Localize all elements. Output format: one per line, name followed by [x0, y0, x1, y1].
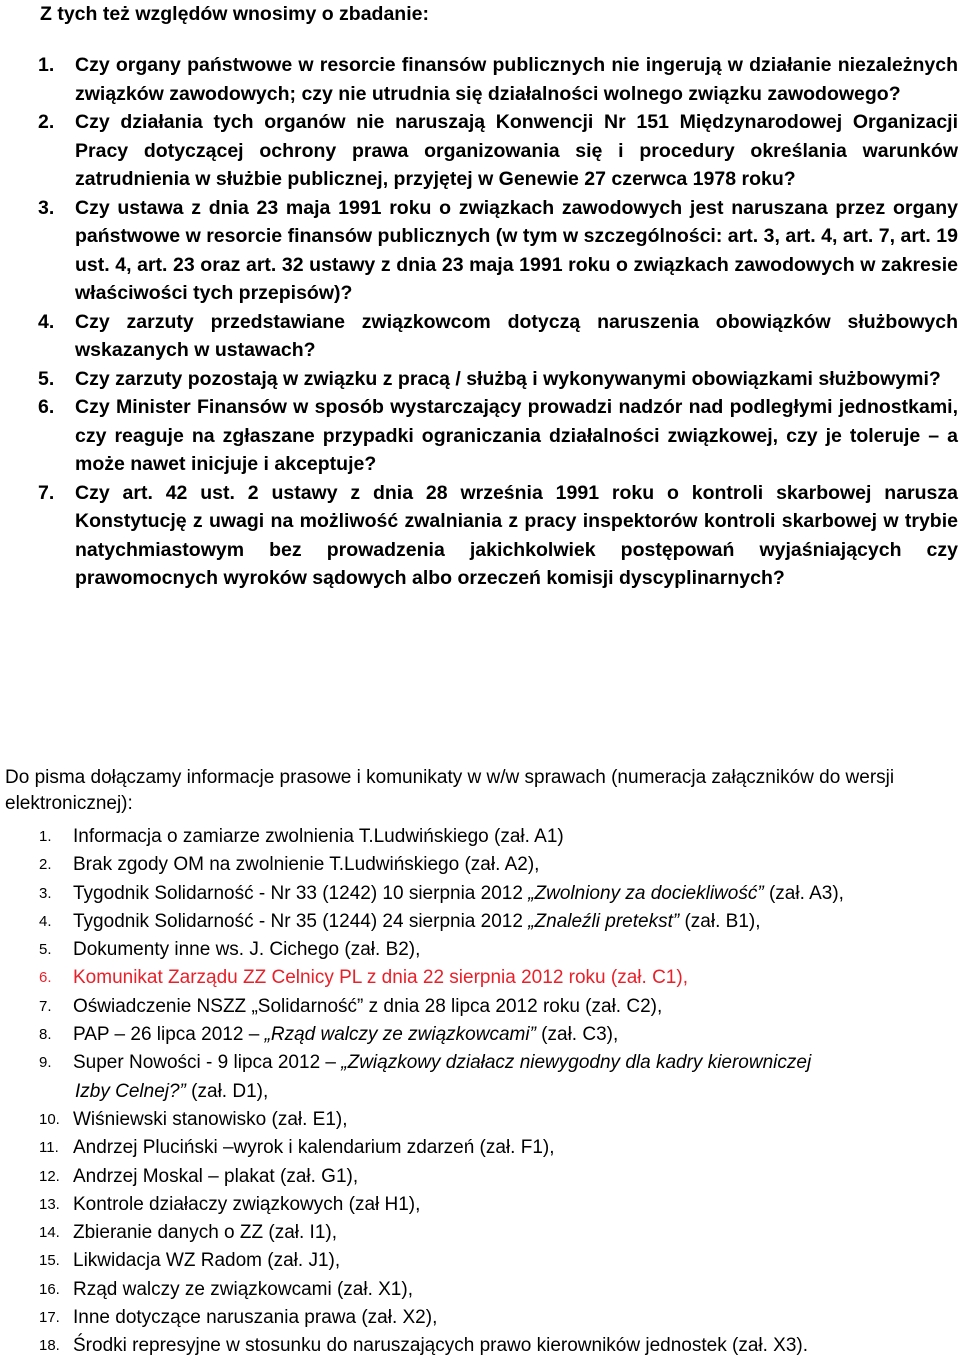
attachment-item [0, 1134, 960, 1162]
question-item [0, 194, 960, 308]
attachment-text: Brak zgody OM na zwolnienie T.Ludwińskiego (zał. A2), [73, 854, 540, 876]
attachment-text: Tygodnik Solidarność - Nr 33 (1242) 10 sierpnia 2012 [73, 882, 529, 904]
attachment-item [0, 823, 960, 851]
attachment-number: 4. [39, 912, 52, 930]
question-item [0, 479, 960, 593]
question-number: 7. [38, 481, 55, 504]
attachment-number: 10. [39, 1110, 60, 1128]
attachment-number: 16. [39, 1280, 60, 1298]
question-number: 1. [38, 54, 55, 76]
question-number: 4. [38, 310, 55, 333]
attachment-number: 7. [39, 997, 52, 1015]
attachment-text: Tygodnik Solidarność - Nr 35 (1244) 24 sierpnia 2012 [73, 910, 529, 932]
question-text: Czy ustawa z dnia 23 maja 1991 roku o związkach zawodowych jest naruszana przez organy państwowe w resorcie finansów publicznych (w tym w szczególności: art. 3, art. 4, art. 7, art. 19 ust. 4, art. 23 oraz art. 32 ustawy z dnia 23 maja 1991 roku o związkach zawodowych w zakresie właściwości tych przepisów)? [75, 196, 958, 304]
attachment-text: Likwidacja WZ Radom (zał. J1), [73, 1250, 341, 1272]
attachment-text: Rząd walczy ze związkowcami (zał. X1), [73, 1278, 413, 1300]
question-number: 3. [38, 196, 55, 219]
attachment-text: Zbieranie danych o ZZ (zał. I1), [73, 1222, 337, 1244]
attachment-ref: (zał. A3), [763, 882, 844, 904]
question-text: Czy Minister Finansów w sposób wystarczający prowadzi nadzór nad podległymi jednostkami, czy reaguje na zgłaszane przypadki ograniczania działalności związkowej, czy je toleruje – a może nawet inicjuje i akceptuje? [75, 396, 958, 475]
attachment-text: Kontrole działaczy związkowych (zał H1), [73, 1193, 421, 1215]
attachment-text: Dokumenty inne ws. J. Cichego (zał. B2), [73, 939, 421, 961]
attachment-number: 2. [39, 856, 52, 874]
intro-heading: Z tych też względów wnosimy o zbadanie: [40, 3, 429, 25]
attachment-number: 15. [39, 1252, 60, 1270]
attachments-intro: Do pisma dołączamy informacje prasowe i komunikaty w w/w sprawach (numeracja załączników do wersji elektronicznej): [5, 767, 895, 814]
question-text: Czy organy państwowe w resorcie finansów publicznych nie ingerują w działanie niezależnych związków zawodowych; czy nie utrudnia się działalności wolnego związku zawodowego? [75, 54, 958, 105]
question-item [0, 51, 960, 108]
attachment-number: 18. [39, 1337, 60, 1355]
attachment-text: Wiśniewski stanowisko (zał. E1), [73, 1108, 348, 1130]
attachment-item [0, 1276, 960, 1304]
attachment-text: PAP – 26 lipca 2012 – [73, 1024, 265, 1046]
attachment-ref: (zał. B1), [679, 910, 761, 932]
question-number: 6. [38, 396, 55, 418]
attachment-article-title: „Zwolniony za dociekliwość” [528, 882, 764, 904]
question-number: 5. [38, 367, 55, 390]
attachment-article-title: „Związkowy działacz niewygodny dla kadry kierowniczej [341, 1052, 812, 1074]
attachment-item [0, 1191, 960, 1219]
attachment-ref: (zał. C3), [535, 1024, 619, 1046]
attachment-text: Oświadczenie NSZZ „Solidarność” z dnia 28 lipca 2012 roku (zał. C2), [73, 995, 663, 1017]
attachment-number: 14. [39, 1224, 60, 1242]
attachment-item [0, 1106, 960, 1134]
attachment-item-highlighted [0, 964, 960, 992]
attachment-article-title-cont: Izby Celnej?” [75, 1080, 186, 1102]
attachment-number: 11. [39, 1139, 59, 1157]
attachments-list [0, 823, 960, 1361]
attachment-item [0, 1332, 960, 1360]
attachment-text: Andrzej Pluciński –wyrok i kalendarium zdarzeń (zał. F1), [73, 1137, 555, 1159]
question-text: Czy art. 42 ust. 2 ustawy z dnia 28 września 1991 roku o kontroli skarbowej narusza Konstytucję z uwagi na możliwość zwalniania z pracy inspektorów kontroli skarbowej w trybie natychmiastowym bez prowadzenia jakichkolwiek postępowań wyjaśniających czy prawomocnych wyroków sądowych albo orzeczeń komisji dyscyplinarnych? [75, 481, 958, 589]
attachment-text: Inne dotyczące naruszania prawa (zał. X2), [73, 1307, 438, 1329]
attachment-item [0, 1304, 960, 1332]
attachment-item [0, 1247, 960, 1275]
attachment-text: Komunikat Zarządu ZZ Celnicy PL z dnia 22 sierpnia 2012 roku (zał. C1), [73, 967, 688, 989]
attachment-item [0, 936, 960, 964]
attachment-number: 6. [39, 969, 52, 987]
question-text: Czy zarzuty pozostają w związku z pracą / służbą i wykonywanymi obowiązkami służbowymi? [75, 367, 941, 390]
attachment-item [0, 993, 960, 1021]
attachment-item [0, 1049, 960, 1106]
attachment-article-title: „Znaleźli pretekst” [528, 910, 680, 932]
attachment-number: 5. [39, 941, 52, 959]
attachment-number: 8. [39, 1026, 52, 1044]
questions-list [0, 51, 960, 593]
attachment-item [0, 1219, 960, 1247]
attachment-item [0, 880, 960, 908]
attachment-text: Andrzej Moskal – plakat (zał. G1), [73, 1165, 359, 1187]
attachment-item [0, 908, 960, 936]
question-item [0, 393, 960, 479]
attachment-item [0, 1021, 960, 1049]
attachment-number: 3. [39, 884, 52, 902]
attachment-continuation [73, 1078, 960, 1106]
attachment-article-title: „Rząd walczy ze związkowcami” [264, 1024, 536, 1046]
attachment-text: Informacja o zamiarze zwolnienia T.Ludwińskiego (zał. A1) [73, 826, 564, 847]
attachment-ref: (zał. D1), [185, 1080, 269, 1102]
question-text: Czy działania tych organów nie naruszają Konwencji Nr 151 Międzynarodowej Organizacji Pracy dotyczącej ochrony prawa organizowania się i procedury określania warunków zatrudnienia w służbie publicznej, przyjętej w Genewie 27 czerwca 1978 roku? [75, 111, 958, 190]
question-number: 2. [38, 111, 55, 133]
attachment-number: 13. [39, 1195, 60, 1213]
attachment-number: 1. [39, 828, 52, 845]
attachment-text: Super Nowości - 9 lipca 2012 – [73, 1052, 342, 1074]
attachment-item [0, 851, 960, 879]
attachment-text: Środki represyjne w stosunku do naruszających prawo kierowników jednostek (zał. X3). [73, 1335, 809, 1357]
question-item [0, 108, 960, 194]
attachment-number: 17. [39, 1309, 60, 1327]
attachment-item [0, 1163, 960, 1191]
question-item [0, 365, 960, 394]
question-text: Czy zarzuty przedstawiane związkowcom dotyczą naruszenia obowiązków służbowych wskazanych w ustawach? [75, 310, 958, 361]
question-item [0, 308, 960, 365]
attachment-number: 9. [39, 1054, 52, 1072]
attachment-number: 12. [39, 1167, 60, 1185]
